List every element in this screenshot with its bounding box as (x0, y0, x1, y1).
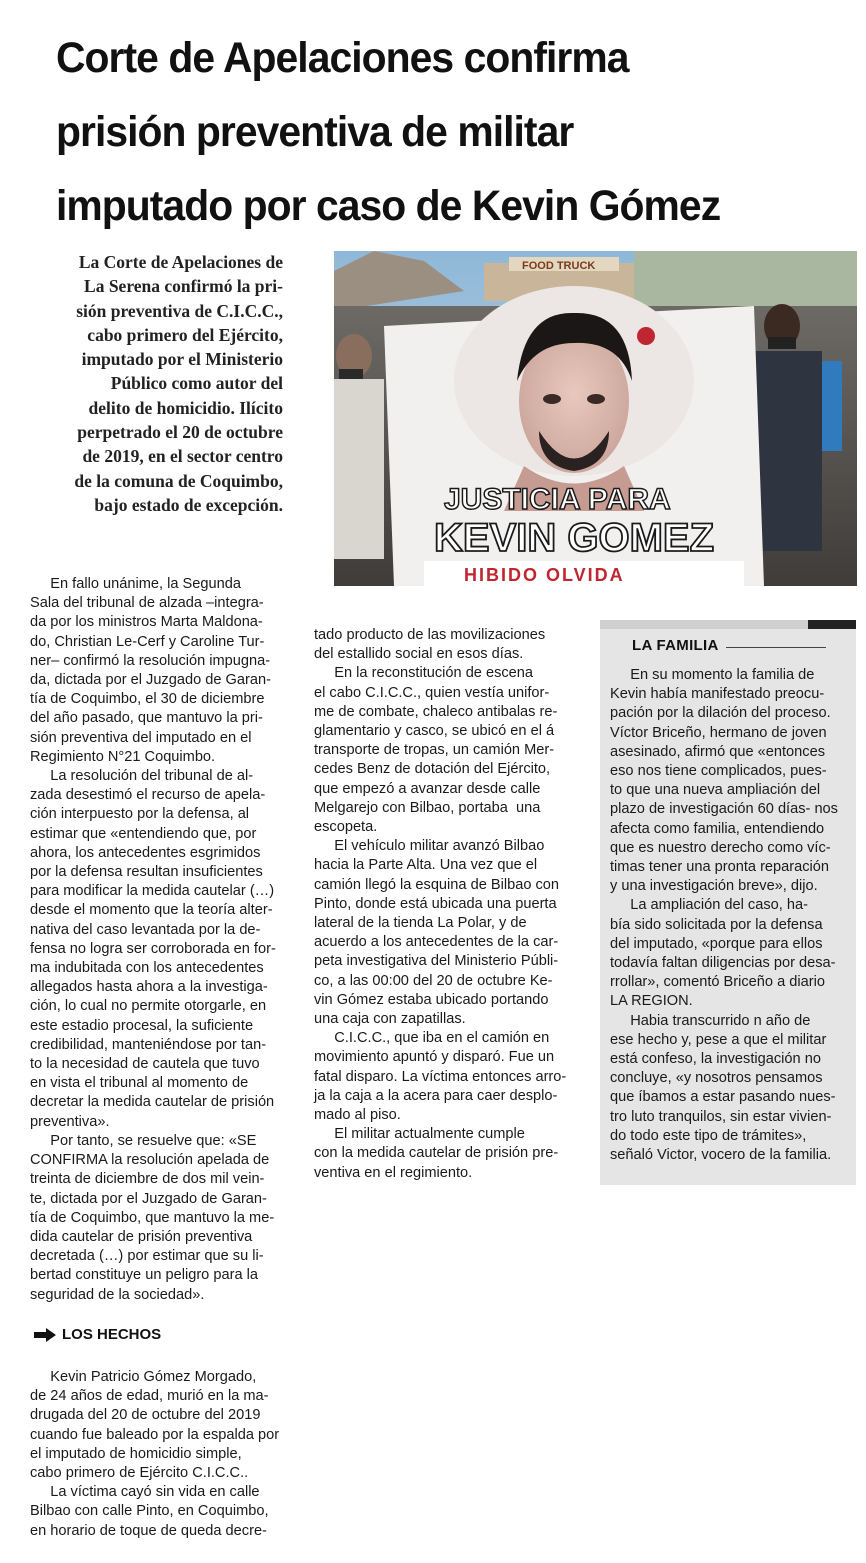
text-line: Regimiento N°21 Coquimbo. (30, 748, 216, 765)
food-truck-sign: FOOD TRUCK (522, 260, 596, 272)
text-line: Kevin Patricio Gómez Morgado, (30, 1369, 257, 1385)
text-line: CONFIRMA la resolución apelada de (30, 1152, 270, 1169)
section-heading-los-hechos (34, 1326, 161, 1343)
text-line: ahora, los antecedentes esgrimidos (30, 844, 261, 861)
text-line: del año pasado, que mantuvo la pri- (30, 710, 263, 727)
sidebar-title-rule (726, 647, 826, 648)
text-line: movimiento apuntó y disparó. Fue un (314, 1049, 555, 1066)
text-line: el imputado de homicidio simple, (30, 1445, 242, 1462)
text-line: mado al piso. (314, 1107, 401, 1124)
text-line: co, a las 00:00 del 20 de octubre Ke- (314, 972, 553, 989)
text-line: hacia la Parte Alta. Una vez que el (314, 857, 538, 874)
text-line: del imputado, «porque para ellos (610, 935, 823, 952)
text-line: me de combate, chaleco antibalas re- (314, 703, 558, 720)
text-line: está confeso, la investigación no (610, 1051, 821, 1068)
text-line: de 24 años de edad, murió en la ma- (30, 1388, 269, 1405)
text-line: en horario de toque de queda decre- (30, 1522, 267, 1539)
headline-line: Corte de Apelaciones confirma (56, 34, 629, 82)
text-line: En su momento la familia de (610, 667, 815, 683)
text-line: ese hecho y, pese a que el militar (610, 1031, 827, 1048)
text-line: dida cautelar de prisión preventiva (30, 1228, 253, 1245)
banner-text-line2: KEVIN GOMEZ (434, 516, 715, 560)
text-line: LA REGION. (610, 993, 693, 1010)
lead-line: de 2019, en el sector centro (82, 446, 283, 467)
text-line: Víctor Briceño, hermano de joven (610, 724, 827, 741)
text-line: ner– confirmó la resolución impugna- (30, 652, 271, 669)
text-line: C.I.C.C., que iba en el camión en (314, 1030, 550, 1047)
text-line: pación por la dilación del proceso. (610, 705, 831, 722)
text-line: señaló Victor, vocero de la familia. (610, 1147, 832, 1164)
text-line: camión llegó la esquina de Bilbao con (314, 876, 560, 893)
article-column-1 (30, 575, 284, 1305)
text-line: tía de Coquimbo, que mantuvo la me- (30, 1209, 275, 1226)
text-line: seguridad de la sociedad». (30, 1286, 205, 1303)
text-line: cedes Benz de dotación del Ejército, (314, 761, 551, 778)
text-line: La ampliación del caso, ha- (610, 897, 808, 914)
text-line: cabo primero de Ejército C.I.C.C.. (30, 1465, 249, 1482)
lead-line: Público como autor del (110, 373, 283, 394)
text-line: tro luto tranquilos, sin estar vivien- (610, 1108, 832, 1125)
text-line: tado producto de las movilizaciones (314, 627, 546, 643)
text-line: asesinado, afirmó que «entonces (610, 743, 825, 760)
text-line: La víctima cayó sin vida en calle (30, 1484, 260, 1501)
news-photo (334, 251, 857, 586)
text-line: Habia transcurrido n año de (610, 1012, 811, 1029)
text-line: timas tener una pronta reparación (610, 859, 830, 876)
text-line: que es nuestro derecho como víc- (610, 839, 831, 856)
text-line: para modificar la medida cautelar (…) (30, 883, 275, 900)
text-line: da, dictada por el Juzgado de Garan- (30, 672, 271, 689)
text-line: que íbamos a estar pasando nues- (610, 1089, 836, 1106)
text-line: to la necesidad de cautela que tuvo (30, 1056, 260, 1073)
text-line: bía sido solicitada por la defensa (610, 916, 823, 933)
text-line: te, dictada por el Juzgado de Garan- (30, 1190, 267, 1207)
text-line: Pinto, donde está ubicada una puerta (314, 895, 557, 912)
text-line: con la medida cautelar de prisión pre- (314, 1145, 559, 1162)
text-line: ma indubitada con los antecedentes (30, 960, 264, 977)
headline-line: imputado por caso de Kevin Gómez (56, 181, 721, 230)
text-line: fensa no logra ser corroborada en for- (30, 940, 276, 957)
sidebar-top-bar-accent (808, 620, 856, 629)
text-line: vin Gómez estaba ubicado portando (314, 991, 549, 1008)
headline-line: prisión preventiva de militar (56, 107, 574, 156)
text-line: drugada del 20 de octubre del 2019 (30, 1407, 261, 1424)
lead-line: perpetrado el 20 de octubre (77, 422, 283, 443)
text-line: plazo de investigación 60 días- nos (610, 801, 838, 818)
text-line: do, Christian Le-Cerf y Caroline Tur- (30, 633, 265, 650)
text-line: Bilbao con calle Pinto, en Coquimbo, (30, 1503, 269, 1520)
text-line: El militar actualmente cumple (314, 1126, 525, 1143)
lead-line: cabo primero del Ejército, (87, 324, 283, 345)
text-line: eso nos tiene complicados, pues- (610, 763, 827, 780)
text-line: nativa del caso levantada por la de- (30, 921, 261, 938)
text-line: allegados hasta ahora a la investiga- (30, 979, 268, 996)
text-line: bertad constituye un peligro para la (30, 1267, 258, 1284)
text-line: Sala del tribunal de alzada –integra- (30, 595, 264, 612)
text-line: Melgarejo con Bilbao, portaba una (314, 799, 541, 816)
banner-text-line1: JUSTICIA PARA (444, 483, 671, 516)
lead-paragraph (40, 250, 283, 517)
text-line: glamentario y casco, se ubicó en el á (314, 723, 555, 740)
banner-text-line3: HIBIDO OLVIDA (464, 565, 625, 585)
text-line: este estadio procesal, la suficiente (30, 1017, 254, 1034)
arrow-right-icon (34, 1328, 56, 1342)
sidebar-title: LA FAMILIA (632, 637, 719, 654)
lead-line: La Serena confirmó la pri- (84, 276, 283, 297)
text-line: acuerdo a los antecedentes de la car- (314, 934, 559, 951)
text-line: El vehículo militar avanzó Bilbao (314, 838, 545, 855)
text-line: to que una nueva ampliación del (610, 782, 821, 799)
text-line: en vista el tribunal al momento de (30, 1075, 249, 1092)
text-line: estimar que «entendiendo que, por (30, 825, 257, 842)
text-line: treinta de diciembre de dos mil vein- (30, 1171, 265, 1188)
section-heading-label: LOS HECHOS (62, 1326, 162, 1343)
text-line: En fallo unánime, la Segunda (30, 576, 241, 592)
text-line: cuando fue baleado por la espalda por (30, 1426, 280, 1443)
article-column-2 (314, 626, 570, 1183)
text-line: rrollar», comentó Briceño a diario (610, 974, 825, 991)
text-line: y una investigación breve», dijo. (610, 878, 818, 895)
article-column-1-continued (30, 1368, 284, 1541)
text-line: el cabo C.I.C.C., quien vestía unifor- (314, 684, 550, 701)
text-line: La resolución del tribunal de al- (30, 768, 254, 785)
text-line: do todo este tipo de trámites», (610, 1127, 807, 1144)
text-line: que empezó a avanzar desde calle (314, 780, 541, 797)
text-line: transporte de tropas, un camión Mer- (314, 742, 555, 759)
text-line: decretada (…) por estimar que su li- (30, 1248, 264, 1265)
lead-line: bajo estado de excepción. (94, 494, 283, 515)
text-line: ción interpuesto por la defensa, al (30, 806, 250, 823)
text-line: Por tanto, se resuelve que: «SE (30, 1132, 257, 1149)
text-line: fatal disparo. La víctima entonces arro- (314, 1068, 567, 1085)
text-line: decretar la medida cautelar de prisión (30, 1094, 275, 1111)
sidebar-text (610, 666, 856, 1165)
text-line: Kevin había manifestado preocu- (610, 686, 825, 703)
text-line: concluye, «y nosotros pensamos (610, 1070, 823, 1087)
lead-line: imputado por el Ministerio (81, 349, 283, 370)
text-line: peta investigativa del Ministerio Públi- (314, 953, 559, 970)
text-line: ja la caja a la acera para caer desplo- (314, 1087, 558, 1104)
text-line: afecta como familia, entendiendo (610, 820, 825, 837)
text-line: preventiva». (30, 1113, 110, 1130)
text-line: del estallido social en esos días. (314, 646, 524, 663)
lead-line: La Corte de Apelaciones de (78, 252, 283, 272)
text-line: escopeta. (314, 819, 378, 836)
text-line: lateral de la tienda La Polar, y de (314, 915, 527, 932)
text-line: credibilidad, manteniéndose por tan- (30, 1036, 267, 1053)
lead-line: delito de homicidio. Ilícito (88, 397, 283, 418)
headline (56, 22, 856, 244)
text-line: tía de Coquimbo, el 30 de diciembre (30, 691, 265, 708)
text-line: una caja con zapatillas. (314, 1011, 466, 1028)
text-line: todavía faltan diligencias por desa- (610, 955, 836, 972)
text-line: ventiva en el regimiento. (314, 1164, 473, 1181)
lead-line: de la comuna de Coquimbo, (74, 470, 283, 491)
text-line: desde el momento que la teoría alter- (30, 902, 273, 919)
text-line: zada desestimó el recurso de apela- (30, 787, 266, 804)
text-line: da por los ministros Marta Maldona- (30, 614, 263, 631)
text-line: por la defensa resultan insuficientes (30, 864, 263, 881)
text-line: sión preventiva del imputado en el (30, 729, 252, 746)
text-line: ción, lo cual no permite otorgarle, en (30, 998, 267, 1015)
text-line: En la reconstitución de escena (314, 665, 534, 682)
lead-line: sión preventiva de C.I.C.C., (76, 300, 283, 321)
